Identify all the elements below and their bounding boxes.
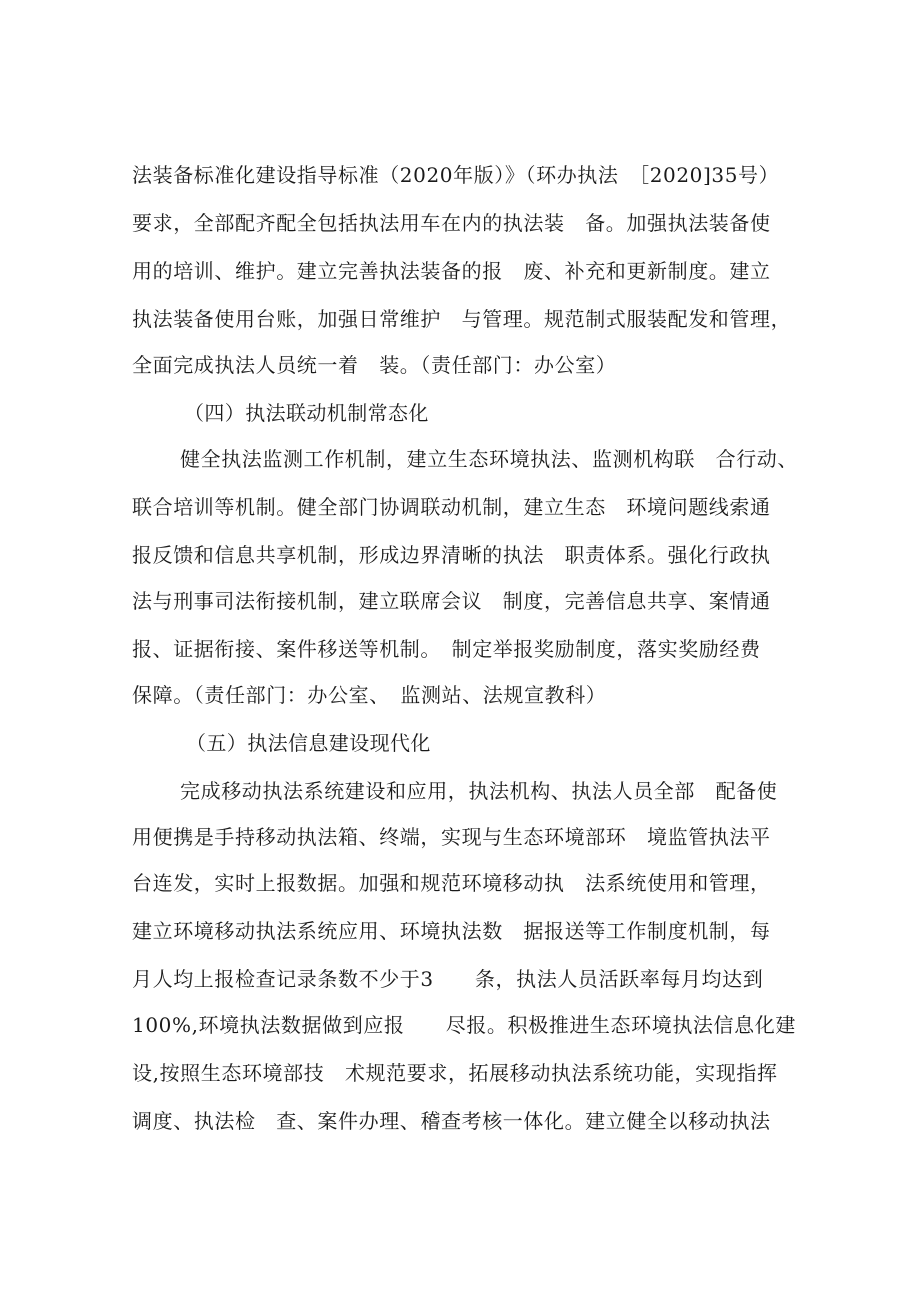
paragraph-line: 用的培训、维护。建立完善执法装备的报 废、补充和更新制度。建立 <box>132 259 771 283</box>
paragraph-line: 法与刑事司法衔接机制，建立联席会议 制度，完善信息共享、案情通 <box>132 589 771 613</box>
paragraph-line: 联合培训等机制。健全部门协调联动机制，建立生态 环境问题线索通 <box>132 495 771 519</box>
paragraph-line: 调度、执法检 查、案件办理、稽查考核一体化。建立健全以移动执法 <box>132 1109 771 1133</box>
paragraph-line: 台连发，实时上报数据。加强和规范环境移动执 法系统使用和管理， <box>132 871 771 895</box>
paragraph-line: 全面完成执法人员统一着 装。（责任部门：办公室） <box>132 353 617 377</box>
paragraph-line: 建立环境移动执法系统应用、环境执法数 据报送等工作制度机制，每 <box>132 919 771 943</box>
paragraph-line: 报反馈和信息共享机制，形成边界清晰的执法 职责体系。强化行政执 <box>132 543 771 567</box>
paragraph-line: 100%,环境执法数据做到应报 尽报。积极推进生态环境执法信息化建 <box>132 1013 796 1037</box>
paragraph-line: 完成移动执法系统建设和应用，执法机构、执法人员全部 配备使 <box>180 779 778 803</box>
paragraph-line: 保障。（责任部门：办公室、 监测站、法规宣教科） <box>132 683 607 707</box>
section-heading: （四）执法联动机制常态化 <box>184 401 429 425</box>
section-heading: （五）执法信息建设现代化 <box>186 731 431 755</box>
paragraph-line: 执法装备使用台账，加强日常维护 与管理。规范制式服装配发和管理， <box>132 307 792 331</box>
paragraph-line: 健全执法监测工作机制，建立生态环境执法、监测机构联 合行动、 <box>180 447 798 471</box>
paragraph-line: 法装备标准化建设指导标准（2020年版）》（环办执法 ［2020]35号） <box>132 163 780 187</box>
paragraph-line: 报、证据衔接、案件移送等机制。 制定举报奖励制度，落实奖励经费 <box>132 637 761 661</box>
paragraph-line: 要求，全部配齐配全包括执法用车在内的执法装 备。加强执法装备使 <box>132 211 771 235</box>
paragraph-line: 月人均上报检查记录条数不少于3 条，执法人员活跃率每月均达到 <box>132 967 764 991</box>
paragraph-line: 用便携是手持移动执法箱、终端，实现与生态环境部环 境监管执法平 <box>132 825 771 849</box>
paragraph-line: 设,按照生态环境部技 术规范要求，拓展移动执法系统功能，实现指挥 <box>132 1061 778 1085</box>
